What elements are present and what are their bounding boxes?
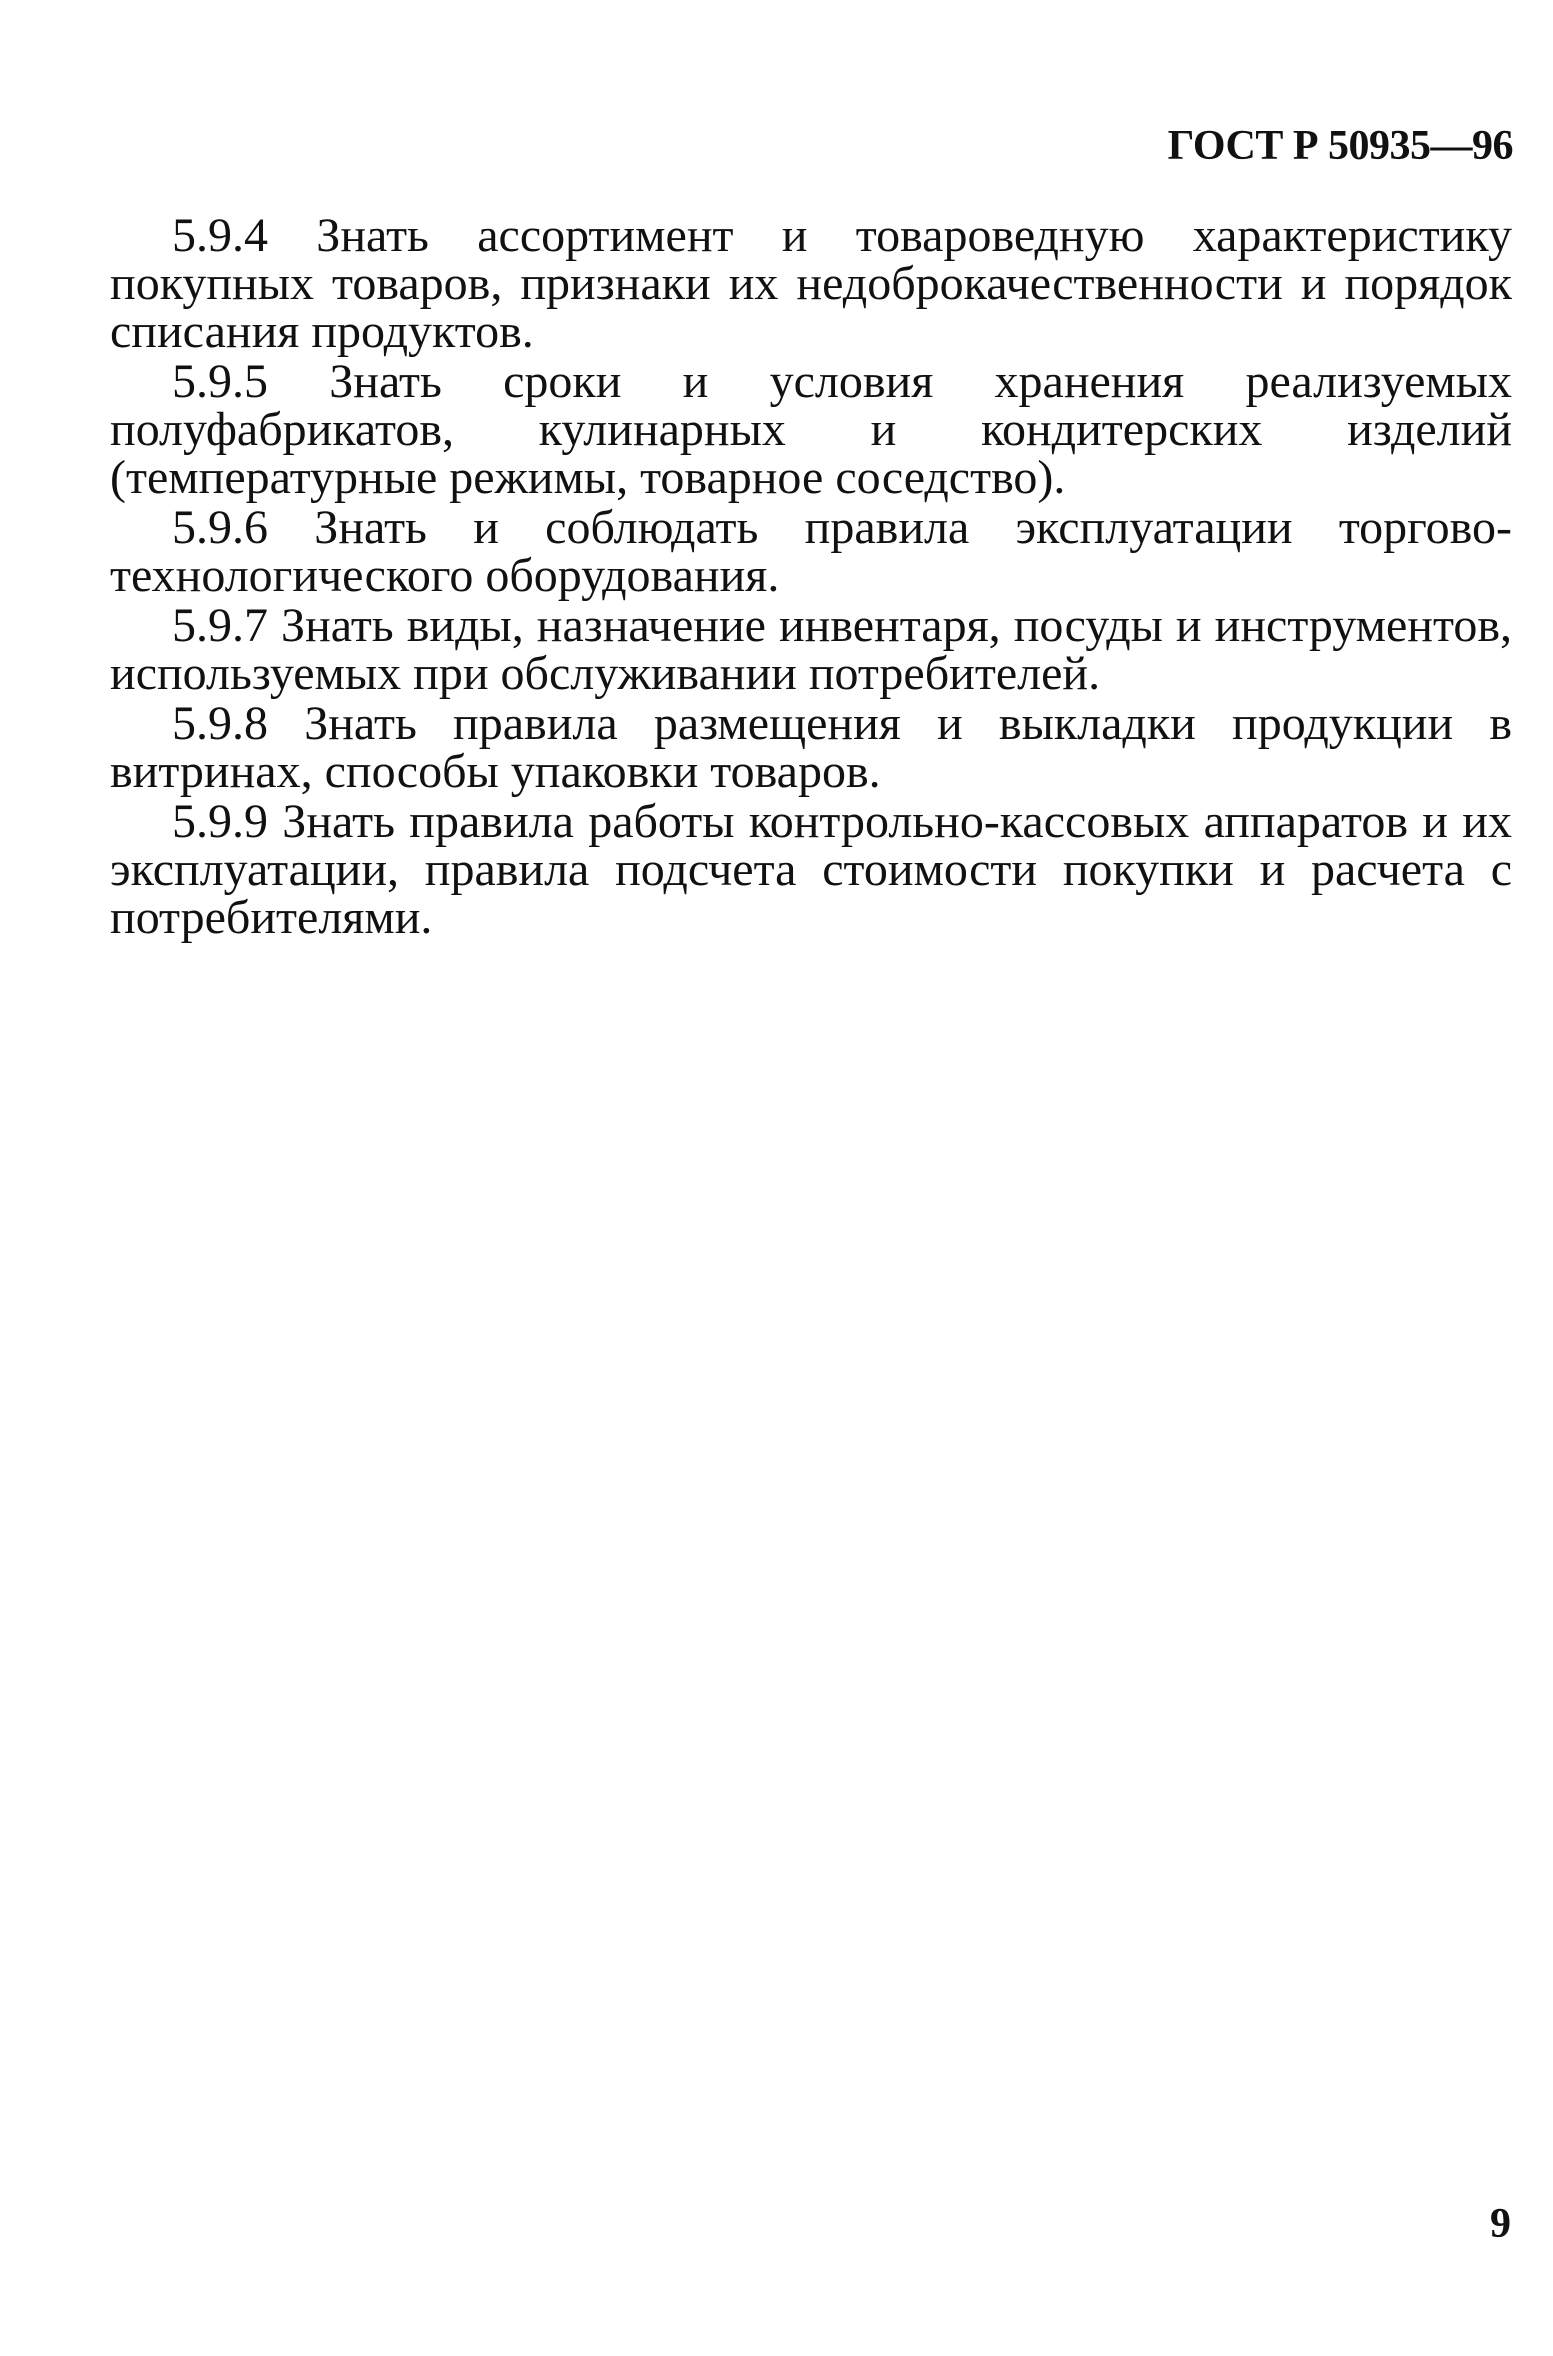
paragraph-5-9-6: 5.9.6 Знать и соблюдать правила эксплуатации торгово-технологического оборудования. bbox=[110, 501, 1512, 602]
paragraph-5-9-9: 5.9.9 Знать правила работы контрольно-кассовых аппаратов и их эксплуатации, правила подсчета стоимости покупки и расчета с потребителями. bbox=[110, 795, 1512, 944]
page-number: 9 bbox=[1490, 2201, 1511, 2247]
document-header-id: ГОСТ Р 50935—96 bbox=[1167, 123, 1513, 169]
paragraph-5-9-4: 5.9.4 Знать ассортимент и товароведную характеристику покупных товаров, признаки их недоброкачественности и порядок списания продуктов. bbox=[110, 209, 1512, 358]
paragraph-5-9-7: 5.9.7 Знать виды, назначение инвентаря, посуды и инструментов, используемых при обслуживании потребителей. bbox=[110, 599, 1512, 700]
document-body bbox=[110, 209, 1512, 944]
paragraph-5-9-8: 5.9.8 Знать правила размещения и выкладки продукции в витринах, способы упаковки товаров. bbox=[110, 697, 1512, 798]
paragraph-5-9-5: 5.9.5 Знать сроки и условия хранения реализуемых полуфабрикатов, кулинарных и кондитерских изделий (температурные режимы, товарное соседство). bbox=[110, 355, 1512, 504]
